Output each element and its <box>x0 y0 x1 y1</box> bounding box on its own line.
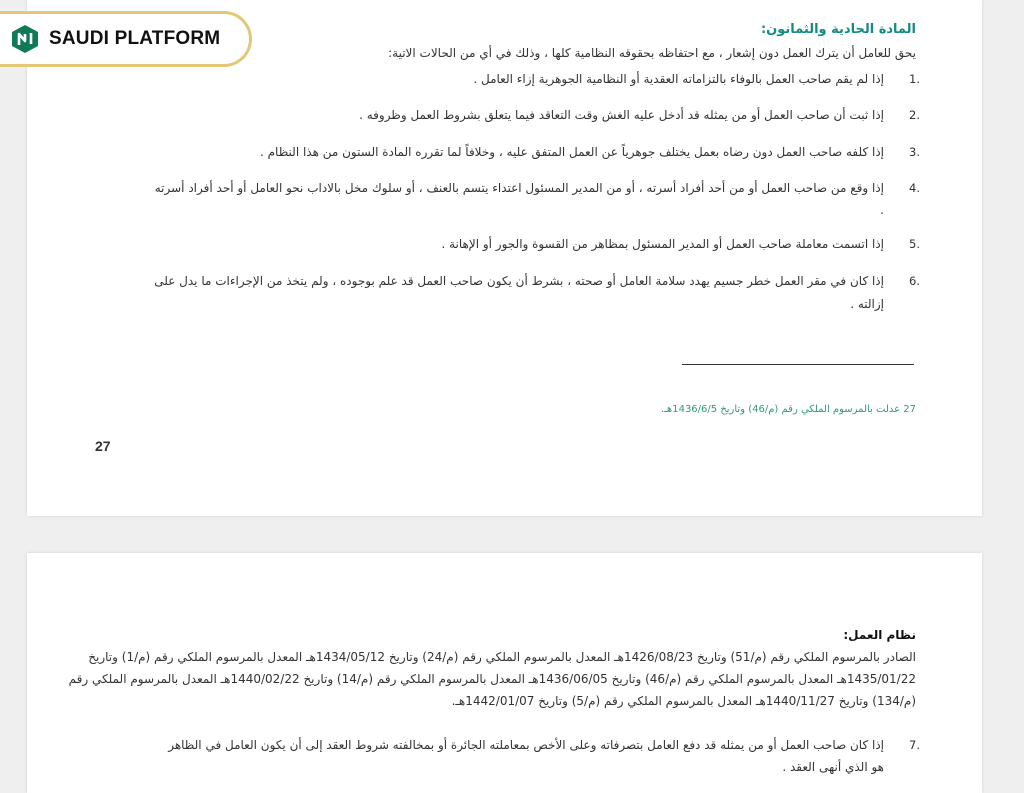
item-text: إذا كلفه صاحب العمل دون رضاه بعمل يختلف جوهرياً عن العمل المتفق عليه ، وخلافاً لما تقرره المادة الستون من هذا النظام . <box>259 145 884 159</box>
item-number: 6. <box>909 274 920 288</box>
item-number: 7. <box>909 738 920 752</box>
footnote-divider <box>682 364 914 365</box>
law-line: 1435/01/22هـ المعدل بالمرسوم الملكي رقم (م/46) وتاريخ 1436/06/05هـ المعدل بالمرسوم الملكي رقم (م/14) وتاريخ 1440/02/22هـ المعدل بالمرسوم الملكي رقم <box>68 672 916 686</box>
item-number: 5. <box>909 237 920 251</box>
item-text: إذا ثبت أن صاحب العمل أو من يمثله قد أدخل عليه الغش وقت التعاقد فيما يتعلق بشروط العمل وظروفه . <box>359 108 884 122</box>
page-number: 27 <box>95 438 111 454</box>
law-line: (م/134) وتاريخ 1440/11/27هـ المعدل بالمرسوم الملكي رقم (م/5) وتاريخ 1442/01/07هـ. <box>451 694 916 708</box>
item-text: إذا كان في مقر العمل خطر جسيم يهدد سلامة العامل أو صحته ، بشرط أن يكون صاحب العمل قد علم بوجوده ، ولم يتخذ من الإجراءات ما يدل على <box>154 274 884 288</box>
footnote: 27 عدلت بالمرسوم الملكي رقم (م/46) وتاريخ 1436/6/5هـ. <box>660 404 916 415</box>
item-number: 3. <box>909 145 920 159</box>
brand-name: SAUDI PLATFORM <box>49 28 221 49</box>
article-title: المادة الحادية والثمانون: <box>760 22 916 37</box>
article-intro: يحق للعامل أن يترك العمل دون إشعار ، مع احتفاظه بحقوقه النظامية كلها ، وذلك في أي من الحالات الاتية: <box>388 46 916 60</box>
law-title: نظام العمل: <box>843 628 916 642</box>
item-number: 4. <box>909 181 920 195</box>
item-text: إذا لم يقم صاحب العمل بالوفاء بالتزاماته العقدية أو النظامية الجوهرية إزاء العامل . <box>473 72 884 86</box>
item-text: هو الذي أنهى العقد . <box>782 760 884 774</box>
item-number: 1. <box>909 72 920 86</box>
item-text: إذا وقع من صاحب العمل أو من أحد أفراد أسرته ، أو من المدير المسئول اعتداء يتسم بالعنف ، أو سلوك مخل بالاداب نحو العامل أو أحد أفراد أسرته <box>154 181 884 195</box>
item-text: إذا اتسمت معاملة صاحب العمل أو المدير المسئول بمظاهر من القسوة والجور أو الإهانة . <box>441 237 884 251</box>
law-line: الصادر بالمرسوم الملكي رقم (م/51) وتاريخ 1426/08/23هـ المعدل بالمرسوم الملكي رقم (م/24) وتاريخ 1434/05/12هـ المعدل بالمرسوم الملكي رقم (م/1) وتاريخ <box>88 650 916 664</box>
item-number: 2. <box>909 108 920 122</box>
saudi-platform-logo[interactable] <box>0 11 252 67</box>
item-text: إزالته . <box>850 297 884 311</box>
item-text: إذا كان صاحب العمل أو من يمثله قد دفع العامل بتصرفاته وعلى الأخص بمعاملته الجائرة أو بمخالفته شروط العقد إلى أن يكون العامل في الظاهر <box>168 738 884 752</box>
saudi-platform-logo-icon <box>10 24 40 54</box>
item-text: . <box>880 203 884 217</box>
